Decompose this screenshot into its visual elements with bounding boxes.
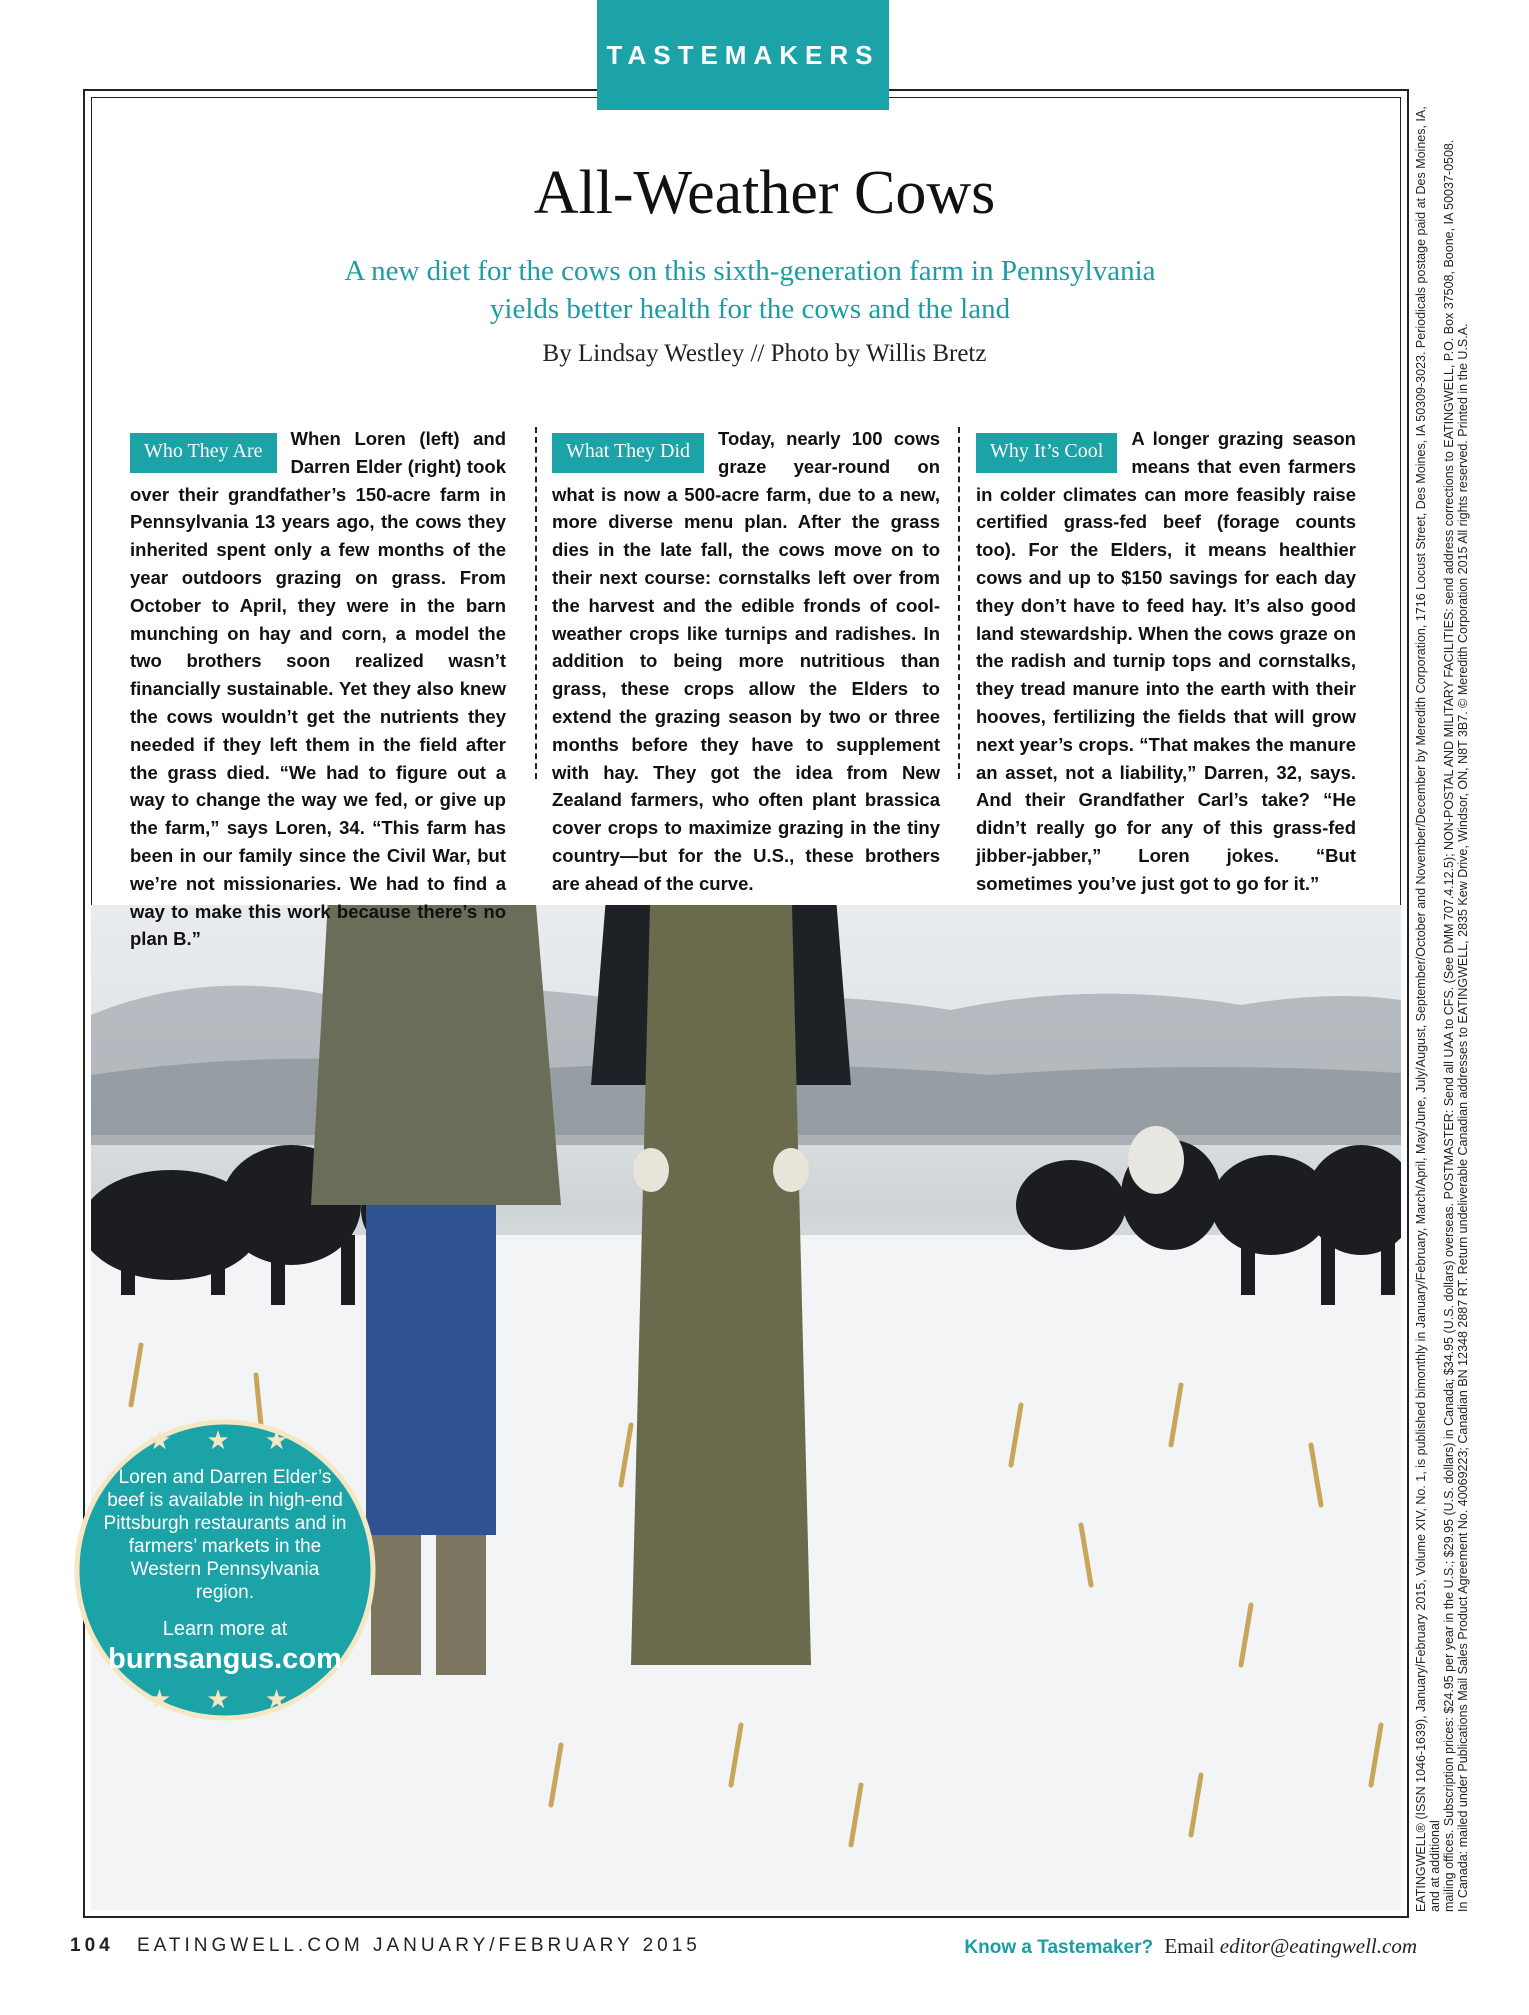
article-title: All-Weather Cows xyxy=(533,159,996,227)
notice-line-2: mailing offices. Subscription prices: $24.95 per year in the U.S.; $29.95 (U.S. dollars) in Canada; $34.95 (U.S. dollars) overseas. POSTMASTER: Send all UAA to CFS. (See DMM 707.4.12.5); NON-POSTAL AND MILITARY FACILITIES: send address corrections to EATINGWELL, P.O. Box 37508, Boone, IA 50037-0508. xyxy=(1442,139,1456,1912)
column-what-they-did xyxy=(552,425,940,898)
column-divider-2 xyxy=(958,427,960,779)
notice-line-1: EATINGWELL® (ISSN 1046-1639), January/February 2015, Volume XIV, No. 1, is published bimonthly in January/February, March/April, May/June, July/August, September/October and November/December by Meredith Corporation, 1716 Locust Street, Des Moines, IA 50309-3023. Periodicals postage paid at Des Moines, IA, and at additional xyxy=(1414,106,1442,1912)
cta-email-lead: Email xyxy=(1164,1934,1215,1958)
badge-text: Loren and Darren Elder’s beef is available in high-end Pittsburgh restaurants and in farmers’ markets in the Western Pennsylvania region. xyxy=(103,1467,347,1603)
byline: By Lindsay Westley // Photo by Willis Bretz xyxy=(542,340,987,367)
issue-date: JANUARY/FEBRUARY 2015 xyxy=(372,1935,701,1956)
column-why-its-cool xyxy=(976,425,1356,898)
section-tab: TASTEMAKERS xyxy=(597,0,889,110)
column-who-they-are xyxy=(130,425,506,953)
subtitle-line-1: A new diet for the cows on this sixth-generation farm in Pennsylvania xyxy=(344,255,1156,287)
article-subtitle xyxy=(200,252,1300,328)
tastemaker-cta xyxy=(964,1934,1417,1959)
star-icons-bottom: ★ ★ ★ xyxy=(147,1684,303,1714)
promo-badge xyxy=(55,1400,395,1740)
column-divider-1 xyxy=(535,427,537,779)
label-what-they-did: What They Did xyxy=(552,433,704,473)
site-name: EATINGWELL.COM xyxy=(136,1935,364,1956)
cta-heading: Know a Tastemaker? xyxy=(964,1937,1154,1958)
cta-email-link[interactable]: editor@eatingwell.com xyxy=(1219,1934,1417,1958)
label-why-its-cool: Why It’s Cool xyxy=(976,433,1117,473)
folio xyxy=(70,1935,701,1957)
label-who-they-are: Who They Are xyxy=(130,433,277,473)
badge-learn-more: Learn more at xyxy=(162,1618,288,1640)
notice-line-3: In Canada: mailed under Publications Mail Sales Product Agreement No. 40069223; Canadian BN 12348 2887 RT. Return undeliverable Canadian addresses to EATINGWELL, 2835 Kew Drive, Windsor, ON, N8T 3B7. © Meredith Corporation 2015 All rights reserved. Printed in the U.S.A. xyxy=(1456,323,1470,1912)
subtitle-line-2: yields better health for the cows and the land xyxy=(489,293,1011,325)
badge-url-link[interactable]: burnsangus.com xyxy=(108,1643,342,1675)
star-icons-top: ★ ★ ★ xyxy=(147,1425,303,1455)
page-number: 104 xyxy=(70,1935,114,1956)
body-why-its-cool: A longer grazing season means that even farmers in colder climates can more feasibly raise certified grass-fed beef (forage counts too). For the Elders, it means healthier cows and up to $150 savings for each day they don’t have to feed hay. It’s also good land stewardship. When the cows graze on the radish and turnip tops and cornstalks, they tread manure into the earth with their hooves, fertilizing the fields that will grow next year’s crops. “That makes the manure an asset, not a liability,” Darren, 32, says. And their Grandfather Carl’s take? “He didn’t really go for any of this grass-fed jibber-jabber,” Loren jokes. “But sometimes you’ve just got to go for it.” xyxy=(976,428,1356,894)
body-what-they-did: Today, nearly 100 cows graze year-round on what is now a 500-acre farm, due to a new, more diverse menu plan. After the grass dies in the late fall, the cows move on to their next course: cornstalks left over from the harvest and the edible fronds of cool-weather crops like turnips and radishes. In addition to being more nutritious than grass, these crops allow the Elders to extend the grazing season by two or three months before they have to supplement with hay. They got the idea from New Zealand farmers, who often plant brassica cover crops to maximize grazing in the tiny country—but for the U.S., these brothers are ahead of the curve. xyxy=(552,428,940,894)
body-who-they-are: When Loren (left) and Darren Elder (right) took over their grandfather’s 150-acre farm in Pennsylvania 13 years ago, the cows they inherited spent only a few months of the year outdoors grazing on grass. From October to April, they were in the barn munching on hay and corn, a model the two brothers soon realized wasn’t financially sustainable. Yet they also knew the cows wouldn’t get the nutrients they needed if they left them in the field after the grass died. “We had to figure out a way to change the way we fed, or give up the farm,” says Loren, 34. “This farm has been in our family since the Civil War, but we’re not missionaries. We had to find a way to make this work because there’s no plan B.” xyxy=(130,428,506,950)
publication-notice xyxy=(1414,82,1524,1912)
